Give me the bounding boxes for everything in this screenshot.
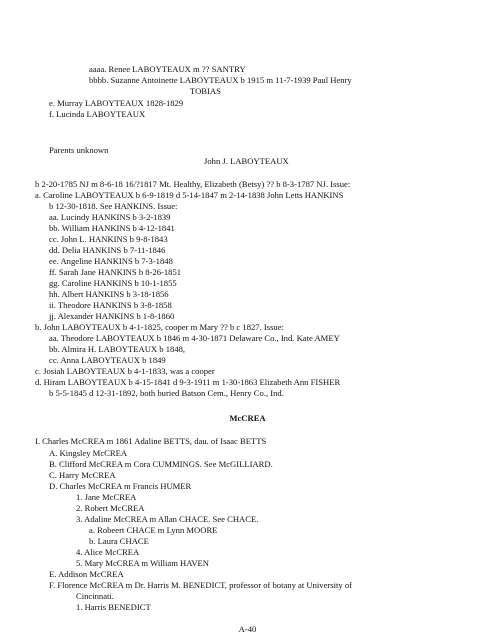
entry-suzanne-continued: TOBIAS: [190, 86, 221, 96]
grandchild-mary-mccrea: 5. Mary McCREA m William HAVEN: [76, 558, 210, 568]
entry-hiram-laboyteaux: d. Hiram LABOYTEAUX b 4-15-1841 d 9-3-1911 m 1-30-1863 Elizabeth Ann FISHER: [35, 377, 341, 387]
child-anna-laboyteaux: cc. Anna LABOYTEAUX b 1849: [49, 355, 166, 365]
child-addison-mccrea: E. Addison McCREA: [49, 569, 124, 579]
child-florence-mccrea: F. Florence McCREA m Dr. Harris M. BENEDICT, professor of botany at University of: [49, 580, 352, 590]
great-grandchild-robeert-chace: a. Robeert CHACE m Lynn MOORE: [89, 525, 218, 535]
section-heading-mccrea: McCREA: [229, 413, 266, 423]
child-kingsley-mccrea: A. Kingsley McCREA: [49, 448, 128, 458]
entry-renee-laboyteaux: aaaa. Renee LABOYTEAUX m ?? SANTRY: [89, 64, 246, 74]
child-florence-continued: Cincinnati.: [76, 591, 114, 601]
entry-suzanne-laboyteaux: bbbb. Suzanne Antoinette LABOYTEAUX b 1915 m 11-7-1939 Paul Henry: [89, 75, 352, 85]
child-angeline-hankins: ee. Angeline HANKINS b 7-3-1848: [49, 256, 173, 266]
child-john-hankins: cc. John L. HANKINS b 9-8-1843: [49, 234, 168, 244]
grandchild-robert-mccrea: 2. Robert McCREA: [76, 503, 145, 513]
child-albert-hankins: hh. Albert HANKINS b 3-18-1856: [49, 289, 169, 299]
child-charles-mccrea: D. Charles McCREA m Francis HUMER: [49, 481, 192, 491]
great-grandchild-laura-chace: b. Laura CHACE: [89, 536, 149, 546]
child-sarah-jane-hankins: ff. Sarah Jane HANKINS b 8-26-1851: [49, 267, 182, 277]
child-theodore-hankins: ii. Theodore HANKINS b 3-8-1858: [49, 300, 172, 310]
child-alexander-hankins: jj. Alexander HANKINS b 1-8-1860: [49, 311, 175, 321]
grandchild-jane-mccrea: 1. Jane McCREA: [76, 492, 137, 502]
page-number: A-40: [238, 624, 257, 634]
person-heading-john-j-laboyteaux: John J. LABOYTEAUX: [204, 156, 289, 166]
john-j-birth-marriage: b 2-20-1785 NJ m 8-6-18 16/?1817 Mt. Healthy, Elizabeth (Betsy) ?? b 8-3-1787 NJ. Issue:: [35, 179, 351, 189]
child-almira-laboyteaux: bb. Almira H. LABOYTEAUX b 1848,: [49, 344, 186, 354]
entry-josiah-laboyteaux: c. Josiah LABOYTEAUX b 4-1-1833, was a cooper: [35, 366, 215, 376]
grandchild-adaline-mccrea: 3. Adaline McCREA m Allan CHACE. See CHACE.: [76, 514, 259, 524]
entry-john-laboyteaux: b. John LABOYTEAUX b 4-1-1825, cooper m Mary ?? b c 1827. Issue:: [35, 322, 284, 332]
entry-caroline-laboyteaux: a. Caroline LABOYTEAUX b 6-9-1819 d 5-14-1847 m 2-14-1838 John Letts HANKINS: [35, 190, 344, 200]
child-clifford-mccrea: B. Clifford McCREA m Cora CUMMINGS. See McGILLIARD.: [49, 459, 273, 469]
child-harry-mccrea: C. Harry McCREA: [49, 470, 116, 480]
child-delia-hankins: dd. Delia HANKINS b 7-11-1846: [49, 245, 166, 255]
child-william-hankins: bb. William HANKINS b 4-12-1841: [49, 223, 175, 233]
entry-caroline-continued: b 12-30-1818. See HANKINS. Issue:: [49, 201, 178, 211]
parents-unknown-label: Parents unknown: [49, 145, 109, 155]
child-theodore-laboyteaux: aa. Theodore LABOYTEAUX b 1846 m 4-30-1871 Delaware Co., Ind. Kate AMEY: [49, 333, 340, 343]
grandchild-alice-mccrea: 4. Alice McCREA: [76, 547, 140, 557]
entry-hiram-continued: b 5-5-1845 d 12-31-1892, both buried Batson Cem., Henry Co., Ind.: [49, 388, 284, 398]
entry-murray-laboyteaux: e. Murray LABOYTEAUX 1828-1829: [49, 98, 184, 108]
entry-charles-mccrea: I. Charles McCREA m 1861 Adaline BETTS, dau. of Isaac BETTS: [35, 436, 267, 446]
entry-lucinda-laboyteaux: f. Lucinda LABOYTEAUX: [49, 109, 146, 119]
child-lucindy-hankins: aa. Lucindy HANKINS b 3-2-1839: [49, 212, 171, 222]
grandchild-harris-benedict: 1. Harris BENEDICT: [76, 602, 151, 612]
child-caroline-hankins: gg. Caroline HANKINS b 10-1-1855: [49, 278, 177, 288]
